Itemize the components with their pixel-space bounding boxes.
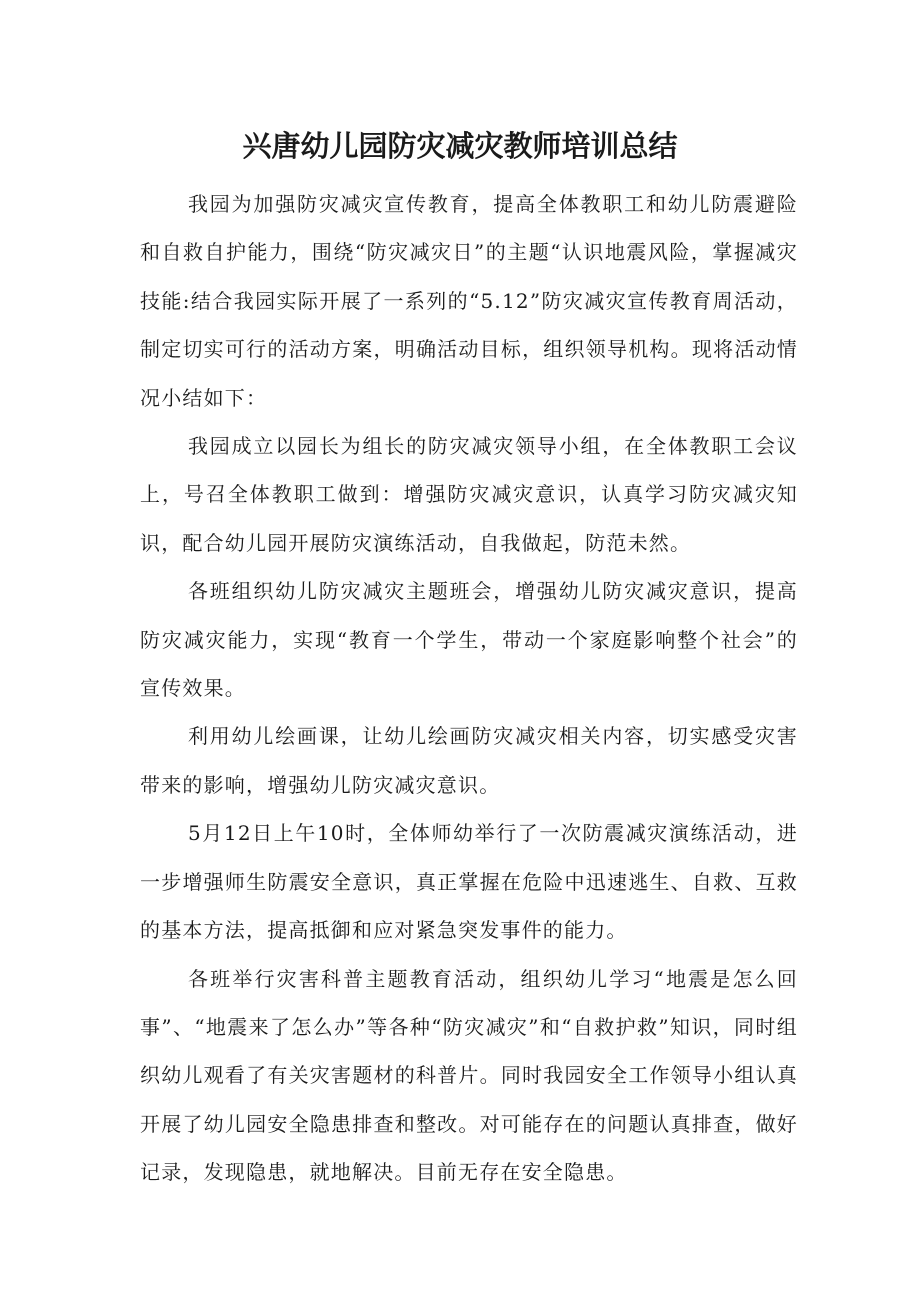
paragraph-5: 5月12日上午10时，全体师幼举行了一次防震减灾演练活动，进一步增强师生防震安全意识，真正掌握在危险中迅速逃生、自救、互救的基本方法，提高抵御和应对紧急突发事件的能力。 bbox=[140, 821, 798, 943]
paragraph-1: 我园为加强防灾减灾宣传教育，提高全体教职工和幼儿防震避险和自救自护能力，围绕“防灾减灾日”的主题“认识地震风险，掌握减灾技能:结合我园实际开展了一系列的“5.12”防灾减灾宣传教育周活动，制定切实可行的活动方案，明确活动目标，组织领导机构。现将活动情况小结如下： bbox=[140, 192, 798, 410]
paragraph-6: 各班举行灾害科普主题教育活动，组织幼儿学习“地震是怎么回事”、“地震来了怎么办”等各种“防灾减灾”和“自救护救”知识，同时组织幼儿观看了有关灾害题材的科普片。同时我园安全工作领导小组认真开展了幼儿园安全隐患排查和整改。对可能存在的问题认真排查，做好记录，发现隐患，就地解决。目前无存在安全隐患。 bbox=[140, 966, 798, 1185]
document-body bbox=[140, 180, 798, 1197]
paragraph-2: 我园成立以园长为组长的防灾减灾领导小组，在全体教职工会议上，号召全体教职工做到：增强防灾减灾意识，认真学习防灾减灾知识，配合幼儿园开展防灾演练活动，自我做起，防范未然。 bbox=[140, 434, 798, 555]
paragraph-4: 利用幼儿绘画课，让幼儿绘画防灾减灾相关内容，切实感受灾害带来的影响，增强幼儿防灾减灾意识。 bbox=[140, 724, 798, 797]
paragraph-3: 各班组织幼儿防灾减灾主题班会，增强幼儿防灾减灾意识，提高防灾减灾能力，实现“教育一个学生，带动一个家庭影响整个社会”的宣传效果。 bbox=[140, 579, 798, 701]
document-title: 兴唐幼儿园防灾减灾教师培训总结 bbox=[242, 129, 678, 163]
